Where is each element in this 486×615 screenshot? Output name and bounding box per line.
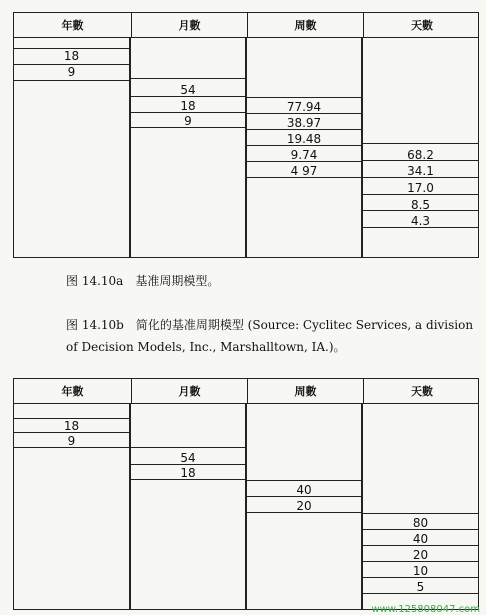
years-column	[13, 38, 130, 258]
cell-months-2: 9	[184, 114, 192, 128]
cell-days-3: 10	[412, 564, 429, 578]
cell-days-0: 68.2	[407, 148, 434, 162]
cell-days-1: 40	[412, 532, 429, 546]
cell-weeks-2: 19.48	[286, 132, 322, 146]
cell-days-2: 20	[412, 548, 429, 562]
cell-years-1: 9	[67, 65, 76, 79]
cell-days-1: 34.1	[407, 164, 434, 178]
header-weeks: 周數	[247, 379, 363, 403]
cell-days-0: 80	[412, 516, 429, 530]
days-column	[362, 38, 479, 258]
cell-weeks-0: 77.94	[286, 100, 322, 114]
cell-months-0: 54	[180, 83, 196, 97]
days-column	[362, 404, 479, 610]
header-days: 天數	[363, 13, 480, 37]
months-column	[130, 404, 246, 610]
caption-a: 图 14.10a 基准周期模型。	[66, 274, 220, 288]
table-b-header	[13, 378, 479, 404]
cell-months-1: 18	[180, 466, 196, 480]
cell-months-1: 18	[180, 99, 196, 113]
header-months: 月數	[131, 379, 247, 403]
table-a-header	[13, 12, 479, 38]
weeks-column	[246, 404, 362, 610]
cell-days-3: 8.5	[410, 198, 431, 212]
cell-days-4: 5	[416, 580, 425, 594]
cell-months-0: 54	[180, 451, 196, 465]
cell-days-2: 17.0	[407, 181, 434, 195]
table-b	[13, 378, 479, 610]
watermark: www.125808047.com	[371, 604, 480, 615]
cell-weeks-4: 4 97	[290, 164, 318, 178]
header-weeks: 周數	[247, 13, 363, 37]
header-years: 年數	[61, 19, 84, 32]
cell-weeks-1: 38.97	[286, 116, 322, 130]
cell-weeks-0: 40	[296, 483, 312, 497]
cell-weeks-3: 9.74	[290, 148, 318, 162]
cell-years-1: 9	[67, 434, 76, 448]
header-months: 月數	[131, 13, 247, 37]
header-years: 年數	[61, 385, 84, 398]
cell-weeks-1: 20	[296, 499, 312, 513]
cell-days-4: 4.3	[410, 214, 431, 228]
cell-years-0: 18	[63, 419, 80, 433]
cell-years-0: 18	[63, 49, 80, 63]
months-column	[130, 38, 246, 258]
weeks-column	[246, 38, 362, 258]
header-days: 天數	[363, 379, 480, 403]
years-column	[13, 404, 130, 610]
table-a	[13, 12, 479, 258]
caption-b: 图 14.10b 简化的基准周期模型 (Source: Cyclitec Services, a division of Decision Models, Inc., Marshalltown, IA.)。	[66, 318, 474, 354]
